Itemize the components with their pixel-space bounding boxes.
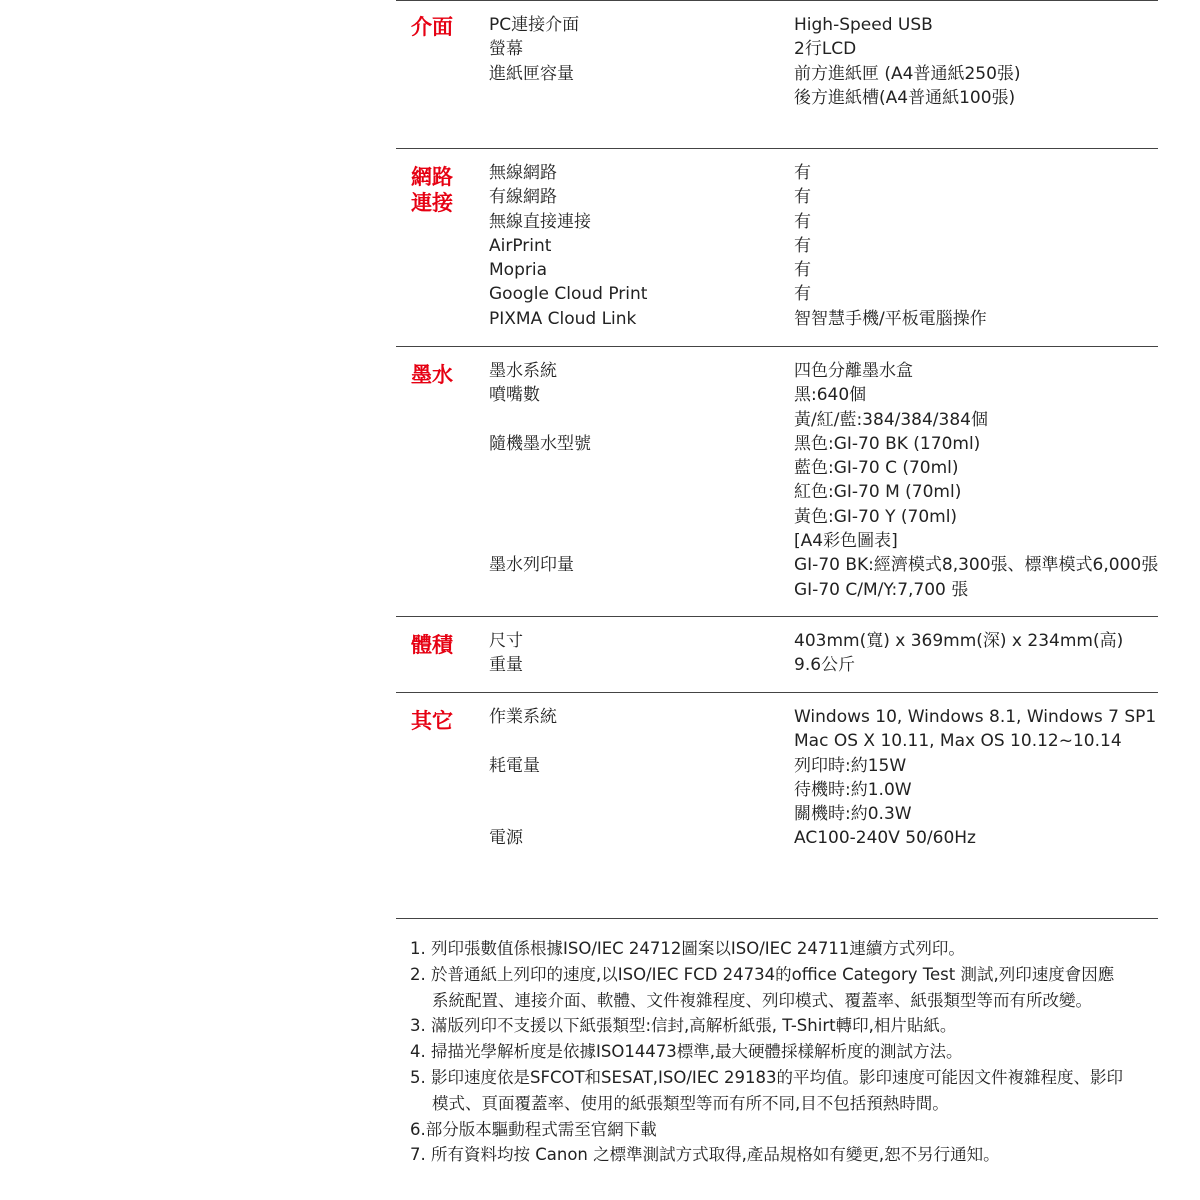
category-line: 墨水: [411, 363, 453, 387]
spec-row: [396, 62, 1158, 86]
spec-value: 黃色:GI-70 Y (70ml): [794, 506, 958, 527]
spec-row: [396, 359, 1158, 383]
spec-value: 四色分離墨水盒: [794, 361, 913, 381]
spec-row: [396, 754, 1158, 778]
spec-row: [396, 210, 1158, 234]
spec-value: 藍色:GI-70 C (70ml): [794, 458, 959, 479]
section-ink: [396, 347, 1158, 616]
spec-label: PIXMA Cloud Link: [489, 308, 637, 329]
category-line: 其它: [411, 709, 453, 733]
footnote-continuation: 系統配置、連接介面、軟體、文件複雜程度、列印模式、覆蓋率、紙張類型等而有所改變。: [432, 990, 1092, 1010]
spec-table: [396, 0, 1158, 919]
section-network: [396, 149, 1158, 346]
category-line: 體積: [411, 633, 453, 657]
notes-divider: [396, 918, 1158, 919]
spec-row: [396, 505, 1158, 529]
spec-row: [396, 161, 1158, 185]
spec-value: 前方進紙匣 (A4普通紙250張): [794, 63, 1021, 84]
spec-row: [396, 383, 1158, 407]
spec-label: 隨機墨水型號: [489, 433, 591, 454]
footnote: 6.部分版本驅動程式需至官網下載: [410, 1119, 657, 1139]
spec-value: 有: [794, 235, 811, 256]
spec-row: [396, 802, 1158, 826]
spec-value: 有: [794, 187, 811, 208]
spec-row: [396, 553, 1158, 577]
spec-label: 有線網路: [489, 187, 557, 208]
spec-row: [396, 13, 1158, 37]
spec-label: 重量: [489, 655, 523, 676]
spec-row: [396, 480, 1158, 504]
spec-label: PC連接介面: [489, 15, 580, 35]
spec-value: 有: [794, 211, 811, 232]
category-line: 網路: [411, 165, 453, 189]
spec-value: AC100-240V 50/60Hz: [794, 828, 976, 849]
spec-value: GI-70 C/M/Y:7,700 張: [794, 579, 969, 600]
spec-row: [396, 456, 1158, 480]
spec-label: Google Cloud Print: [489, 284, 648, 305]
footnote: 5. 影印速度依是SFCOT和SESAT,ISO/IEC 29183的平均值。影印速度可能因文件複雜程度、影印: [410, 1067, 1123, 1087]
spec-value: 403mm(寬) x 369mm(深) x 234mm(高): [794, 631, 1124, 651]
section-interface: [396, 1, 1158, 148]
section-other: [396, 693, 1158, 918]
spec-value: High-Speed USB: [794, 15, 933, 35]
footnote: 1. 列印張數值係根據ISO/IEC 24712圖案以ISO/IEC 24711連續方式列印。: [410, 939, 965, 958]
spec-row: [396, 185, 1158, 209]
spec-label: 進紙匣容量: [489, 63, 574, 84]
spec-row: [396, 729, 1158, 753]
category-line: 介面: [411, 15, 453, 39]
spec-value: 有: [794, 284, 811, 305]
footnote: 7. 所有資料均按 Canon 之標準測試方式取得,產品規格如有變更,恕不另行通知。: [410, 1145, 1000, 1165]
spec-row: [396, 529, 1158, 553]
spec-label: 無線直接連接: [489, 211, 591, 232]
spec-row: [396, 86, 1158, 110]
spec-value: 2行LCD: [794, 39, 857, 60]
spec-value: Windows 10, Windows 8.1, Windows 7 SP1: [794, 707, 1157, 727]
spec-row: [396, 778, 1158, 802]
spec-value: 後方進紙槽(A4普通紙100張): [794, 87, 1016, 108]
spec-row: [396, 653, 1158, 677]
spec-value: 有: [794, 163, 811, 183]
footnote: 4. 掃描光學解析度是依據ISO14473標準,最大硬體採樣解析度的測試方法。: [410, 1042, 963, 1062]
spec-row: [396, 258, 1158, 282]
spec-label: 尺寸: [489, 631, 523, 651]
spec-value: 黃/紅/藍:384/384/384個: [794, 409, 988, 430]
spec-label: Mopria: [489, 260, 547, 281]
spec-value: 列印時:約15W: [794, 755, 907, 776]
spec-value: 待機時:約1.0W: [794, 779, 912, 800]
spec-label: 無線網路: [489, 163, 557, 183]
spec-value: 紅色:GI-70 M (70ml): [794, 482, 962, 503]
spec-value: 智智慧手機/平板電腦操作: [794, 308, 987, 329]
spec-value: 關機時:約0.3W: [794, 804, 912, 825]
spec-row: [396, 234, 1158, 258]
spec-row: [396, 705, 1158, 729]
footnote-continuation: 模式、頁面覆蓋率、使用的紙張類型等而有所不同,目不包括預熱時間。: [432, 1093, 949, 1113]
spec-label: 耗電量: [489, 755, 540, 776]
footnote: 3. 滿版列印不支援以下紙張類型:信封,高解析紙張, T-Shirt轉印,相片貼紙。: [410, 1016, 957, 1036]
spec-value: Mac OS X 10.11, Max OS 10.12~10.14: [794, 731, 1122, 752]
spec-row: [396, 37, 1158, 61]
spec-row: [396, 432, 1158, 456]
spec-label: AirPrint: [489, 235, 552, 256]
spec-label: 螢幕: [489, 39, 523, 60]
section-dimensions: [396, 617, 1158, 692]
spec-row: [396, 307, 1158, 331]
spec-value: 黑色:GI-70 BK (170ml): [794, 433, 981, 454]
spec-value: 有: [794, 260, 811, 281]
spec-row: [396, 408, 1158, 432]
spec-label: 作業系統: [489, 707, 557, 727]
spec-row: [396, 826, 1158, 850]
spec-row: [396, 578, 1158, 602]
spec-label: 噴嘴數: [489, 385, 540, 406]
spec-value: GI-70 BK:經濟模式8,300張、標準模式6,000張: [794, 555, 1159, 576]
spec-label: 墨水系統: [489, 361, 557, 381]
spec-label: 墨水列印量: [489, 555, 574, 576]
footnotes: [410, 936, 1170, 1168]
spec-value: 黑:640個: [794, 385, 867, 406]
spec-row: [396, 282, 1158, 306]
spec-value: 9.6公斤: [794, 655, 856, 676]
spec-row: [396, 629, 1158, 653]
spec-value: [A4彩色圖表]: [794, 531, 898, 552]
category-line: 連接: [411, 191, 453, 215]
footnote: 2. 於普通紙上列印的速度,以ISO/IEC FCD 24734的office Category Test 測試,列印速度會因應: [410, 964, 1115, 984]
spec-label: 電源: [489, 828, 523, 849]
